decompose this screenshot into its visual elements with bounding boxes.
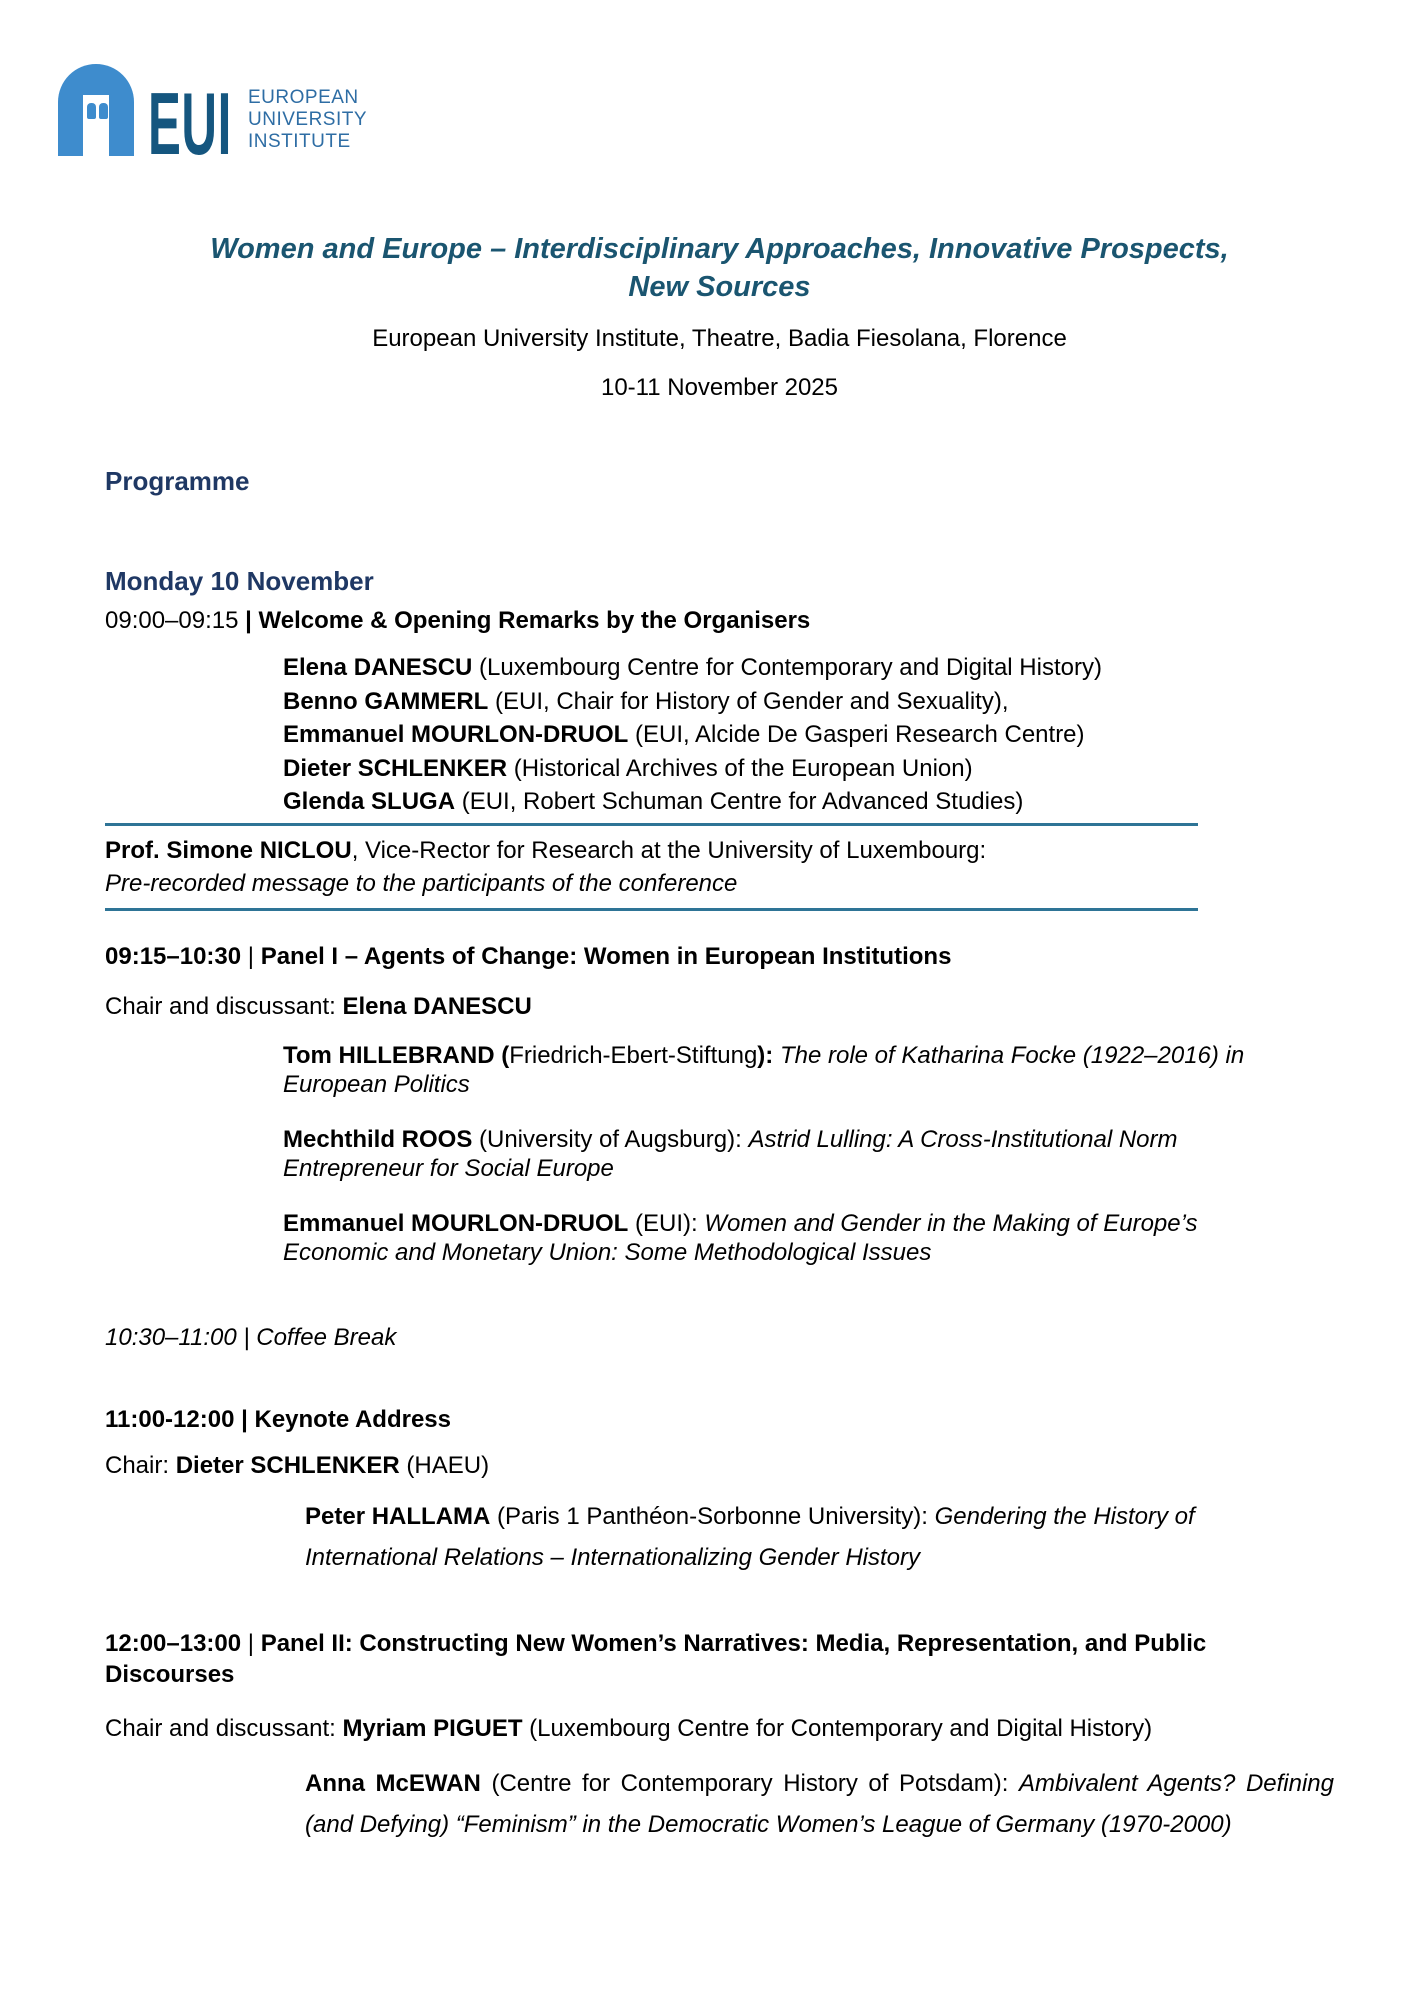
organiser-sluga: Glenda SLUGA (EUI, Robert Schuman Centre for Advanced Studies) (283, 788, 1024, 815)
talk-hallama: Peter HALLAMA (Paris 1 Panthéon-Sorbonne University): Gendering the History of International Relations – Internationalizing Gender History (305, 1502, 1195, 1571)
session-welcome: 09:00–09:15 | Welcome & Opening Remarks by the Organisers (105, 607, 811, 634)
eui-arch-icon (58, 64, 134, 156)
organiser-danescu: Elena DANESCU (Luxembourg Centre for Contemporary and Digital History) (283, 654, 1102, 681)
programme-heading: Programme (105, 466, 250, 496)
divider-top (105, 823, 1198, 826)
conference-venue: European University Institute, Theatre, Badia Fiesolana, Florence (372, 325, 1067, 352)
talk-mourlon-druol: Emmanuel MOURLON-DRUOL (EUI): Women and Gender in the Making of Europe’s Economic and Monetary Union: Some Methodological Issues (283, 1209, 1198, 1266)
arch-window-left (87, 103, 96, 119)
niclou-line-2: Pre-recorded message to the participants of the conference (105, 869, 738, 897)
organiser-gammerl: Benno GAMMERL (EUI, Chair for History of Gender and Sexuality), (283, 687, 1009, 715)
wordmark-line-2: UNIVERSITY (248, 109, 368, 130)
niclou-line-1: Prof. Simone NICLOU, Vice-Rector for Research at the University of Luxembourg: (105, 836, 987, 864)
day-heading-monday: Monday 10 November (105, 566, 374, 596)
wordmark-line-3: INSTITUTE (248, 131, 351, 152)
niclou-note (105, 834, 1334, 900)
talk-mcewan: Anna McEWAN (Centre for Contemporary History of Potsdam): Ambivalent Agents? Defining (and Defying) “Feminism” in the Democratic Women’s League of Germany (1970-2000) (305, 1769, 1334, 1838)
session-panel-1: 09:15–10:30 | Panel I – Agents of Change: Women in European Institutions (105, 942, 952, 970)
organisers-list (283, 651, 1334, 819)
keynote-chair: Chair: Dieter SCHLENKER (HAEU) (105, 1451, 490, 1479)
panel-1-chair: Chair and discussant: Elena DANESCU (105, 992, 532, 1020)
conference-dates: 10-11 November 2025 (600, 374, 839, 401)
session-keynote: 11:00-12:00 | Keynote Address (105, 1405, 451, 1433)
divider-bottom (105, 908, 1198, 911)
talk-hillebrand: Tom HILLEBRAND (Friedrich-Ebert-Stiftung): The role of Katharina Focke (1922–2016) in European Politics (283, 1041, 1245, 1098)
talk-roos: Mechthild ROOS (University of Augsburg): Astrid Lulling: A Cross-Institutional Norm Entrepreneur for Social Europe (283, 1125, 1178, 1182)
organiser-mourlon-druol: Emmanuel MOURLON-DRUOL (EUI, Alcide De Gasperi Research Centre) (283, 721, 1085, 748)
conference-title-line-2: New Sources (628, 271, 811, 303)
conference-title (105, 230, 1334, 306)
organiser-schlenker: Dieter SCHLENKER (Historical Archives of the European Union) (283, 754, 973, 782)
arch-window-right (99, 103, 108, 119)
wordmark-line-1: EUROPEAN (248, 87, 359, 108)
session-panel-2: 12:00–13:00 | Panel II: Constructing New Women’s Narratives: Media, Representation, and Public Discourses (105, 1629, 1207, 1688)
eui-acronym: EUI (148, 74, 232, 173)
eui-wordmark (248, 87, 367, 153)
panel-2-chair: Chair and discussant: Myriam PIGUET (Luxembourg Centre for Contemporary and Digital History) (105, 1714, 1153, 1742)
conference-title-line-1: Women and Europe – Interdisciplinary Approaches, Innovative Prospects, (210, 233, 1229, 265)
coffee-break: 10:30–11:00 | Coffee Break (105, 1323, 397, 1351)
eui-logo (58, 62, 1334, 173)
